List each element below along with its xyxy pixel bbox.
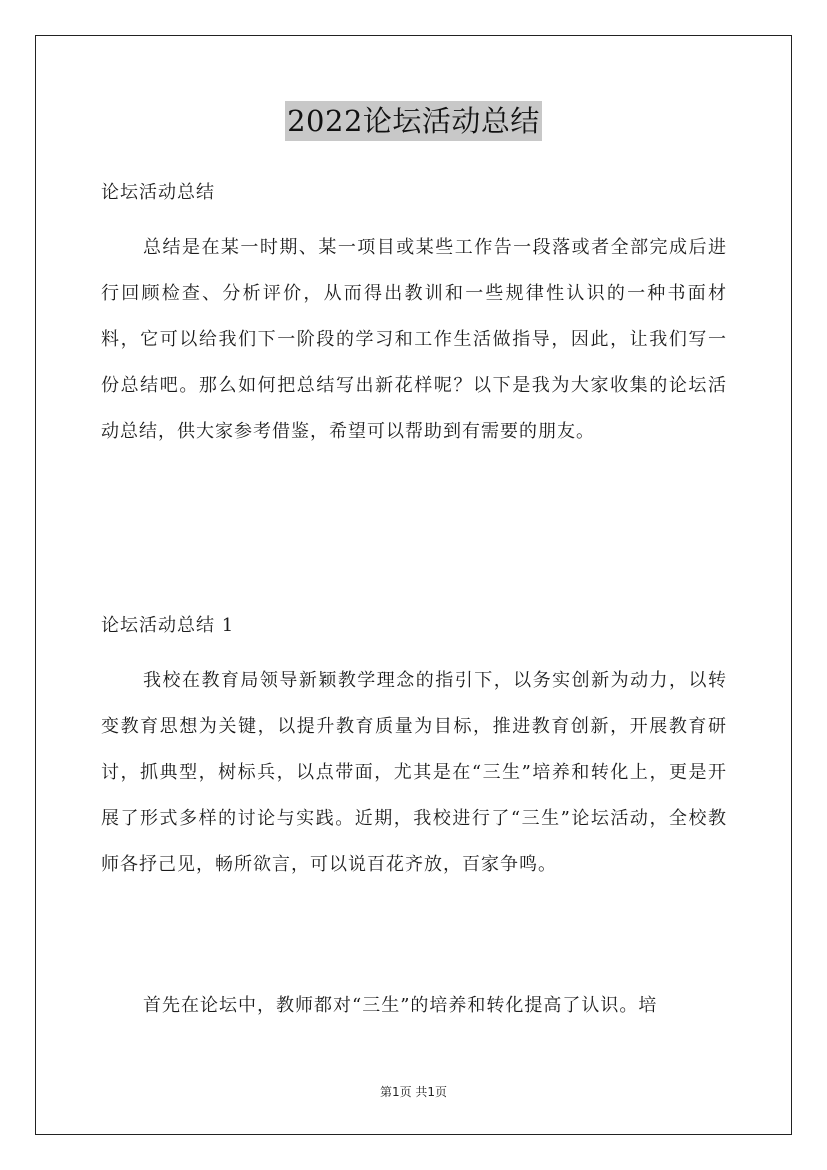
page-footer: 第1页 共1页	[379, 1085, 448, 1099]
section1-paragraph1: 我校在教育局领导新颖教学理念的指引下，以务实创新为动力，以转变教育思想为关键，以提升教育质量为目标，推进教育创新，开展教育研讨，抓典型，树标兵，以点带面，尤其是在“三生”培养和转化上，更是开展了形式多样的讨论与实践。近期，我校进行了“三生”论坛活动，全校教师各抒己见，畅所欲言，可以说百花齐放，百家争鸣。	[101, 670, 727, 875]
section1-paragraph2: 首先在论坛中，教师都对“三生”的培养和转化提高了认识。培	[143, 995, 658, 1016]
intro-heading: 论坛活动总结	[101, 182, 215, 203]
intro-paragraph: 总结是在某一时期、某一项目或某些工作告一段落或者全部完成后进行回顾检查、分析评价，从而得出教训和一些规律性认识的一种书面材料，它可以给我们下一阶段的学习和工作生活做指导，因此，让我们写一份总结吧。那么如何把总结写出新花样呢？以下是我为大家收集的论坛活动总结，供大家参考借鉴，希望可以帮助到有需要的朋友。	[101, 237, 727, 442]
title-container	[0, 101, 827, 141]
section1-heading: 论坛活动总结 1	[101, 615, 235, 636]
document-title: 2022论坛活动总结	[285, 101, 542, 141]
